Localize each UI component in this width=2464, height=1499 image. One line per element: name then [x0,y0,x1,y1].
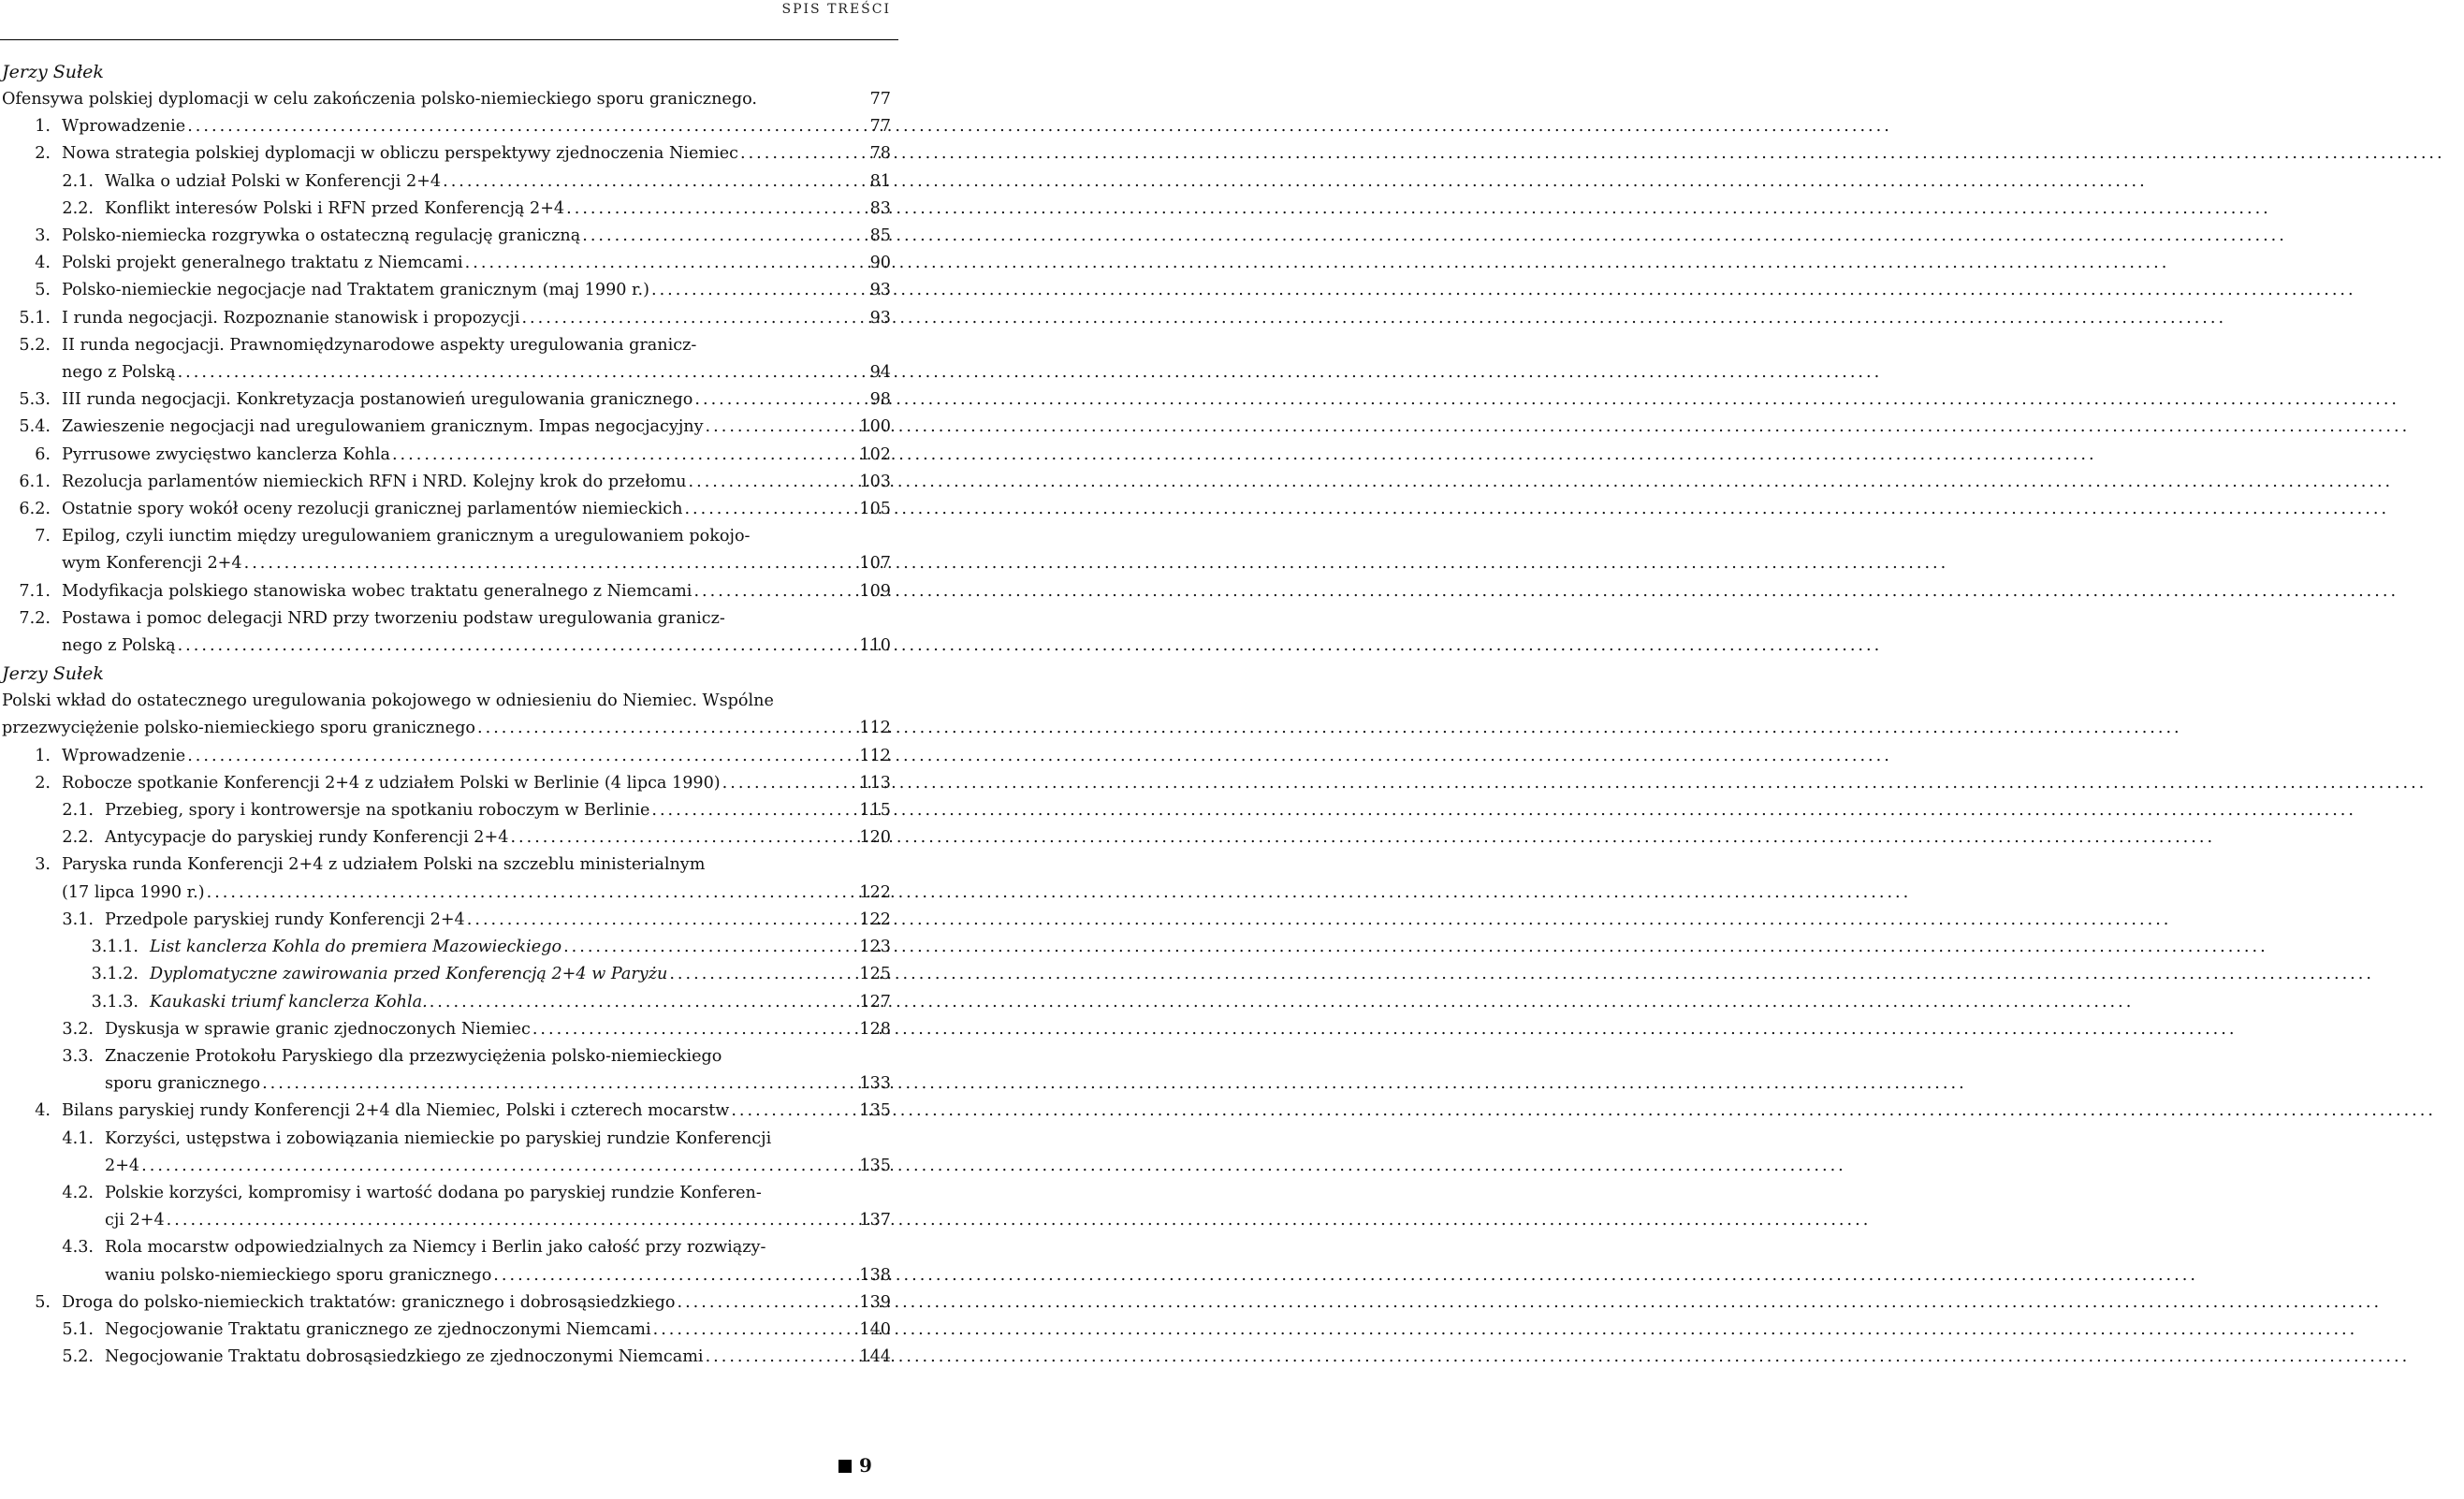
toc-entry-number: 3.2. [62,1019,94,1039]
section-author: Jerzy Sułek [2,62,104,82]
toc-entry-title: Dyskusja w sprawie granic zjednoczonych Niemiec [105,1019,531,1039]
toc-entry-page: 103 [859,472,891,491]
dot-leader [531,1016,831,1043]
toc-entry-page: 138 [859,1265,891,1285]
dot-leader [242,550,831,577]
toc-entry-page: 113 [859,773,891,793]
toc-entry-title: wym Konferencji 2+4 [62,554,242,574]
toc-entry-page: 93 [869,308,891,327]
toc-entry-page: 77 [869,117,891,137]
toc-entry-number: 7.2. [19,608,51,628]
toc-entry-page: 112 [859,746,891,765]
toc-entry-title-line1: Polskie korzyści, kompromisy i wartość dodana po paryskiej rundzie Konferen- [105,1183,762,1202]
toc-entry-number: 5.1. [62,1319,94,1339]
toc-entry-title-line1: Znaczenie Protokołu Paryskiego dla przezwyciężenia polsko-niemieckiego [105,1046,722,1066]
toc-entry-page: 85 [869,226,891,246]
toc-entry[interactable] [0,1180,891,1234]
dot-leader [580,223,831,250]
dot-leader [687,469,831,496]
toc-entry-page: 93 [869,281,891,300]
toc-entry-title: Nowa strategia polskiej dyplomacji w obliczu perspektywy zjednoczenia Niemiec [62,144,738,164]
toc-entry-number: 1. [35,746,51,765]
toc-entry-page: 135 [859,1156,891,1175]
toc-entry-title-line1: Polski wkład do ostatecznego uregulowania pokojowego w odniesieniu do Niemiec. Wspólne [2,691,774,711]
toc-entry-number: 3.1.1. [91,938,139,957]
toc-entry-page: 133 [859,1074,891,1094]
dot-leader [519,305,831,332]
toc-entry-page: 83 [869,198,891,218]
dot-leader [649,797,831,824]
dot-leader [139,1153,831,1180]
dot-leader [463,250,831,277]
toc-entry-number: 4.1. [62,1128,94,1148]
toc-entry-number: 3.1.3. [91,992,139,1011]
toc-entry-number: 3.3. [62,1046,94,1066]
dot-leader [165,1207,831,1234]
dot-leader [205,880,831,907]
toc-entry-page: 102 [859,444,891,464]
toc-entry[interactable] [0,250,891,277]
toc-entry-number: 1. [35,117,51,137]
toc-entry-title: Konflikt interesów Polski i RFN przed Konferencją 2+4 [105,198,565,218]
toc-entry-number: 5. [35,281,51,300]
toc-entry-number: 6.1. [19,472,51,491]
toc-entry[interactable] [0,688,891,742]
dot-leader [693,386,831,414]
toc-entry-number: 5. [35,1292,51,1312]
toc-entry[interactable] [0,442,891,469]
toc-entry-number: 4.3. [62,1238,94,1258]
toc-entry[interactable] [0,469,891,496]
toc-entry-title: I runda negocjacji. Rozpoznanie stanowisk i propozycji [62,308,520,327]
header-rule [0,39,898,40]
toc-entry-number: 3. [35,855,51,875]
toc-entry-title: 2+4 [105,1156,140,1175]
toc-entry-title: Modyfikacja polskiego stanowiska wobec traktatu generalnego z Niemcami [62,581,693,601]
toc-entry[interactable] [0,989,891,1016]
toc-entry-number: 4. [35,254,51,273]
toc-entry[interactable] [0,797,891,824]
toc-entry-number: 6. [35,444,51,464]
toc-entry-title: Robocze spotkanie Konferencji 2+4 z udziałem Polski w Berlinie (4 lipca 1990) [62,773,721,793]
toc-entry-page: 115 [859,801,891,821]
toc-entry-page: 128 [859,1019,891,1039]
toc-entry[interactable] [0,223,891,250]
toc-entry[interactable] [0,1317,891,1344]
toc-entry-number: 2. [35,773,51,793]
toc-entry-number: 7. [35,527,51,546]
toc-entry[interactable] [0,414,891,441]
dot-leader [491,1262,831,1289]
toc-entry-page: 98 [869,390,891,410]
toc-entry-page: 140 [859,1319,891,1339]
toc-entry-title: Przedpole paryskiej rundy Konferencji 2+4 [105,910,465,929]
toc-entry-page: 120 [859,828,891,848]
dot-leader [704,1344,831,1371]
toc-entry-title: Pyrrusowe zwycięstwo kanclerza Kohla [62,444,390,464]
toc-entry[interactable] [0,934,891,961]
dot-leader [561,934,831,961]
toc-entry[interactable] [0,1289,891,1317]
document-page [0,0,898,1499]
toc-entry-title: List kanclerza Kohla do premiera Mazowieckiego [150,938,562,957]
toc-entry-page: 110 [859,636,891,656]
toc-entry-page: 77 [869,90,891,109]
toc-entry-number: 7.1. [19,581,51,601]
toc-entry-page: 90 [869,254,891,273]
toc-entry[interactable] [0,332,891,386]
dot-leader [704,414,831,441]
toc-entry[interactable] [0,1344,891,1371]
toc-entry-page: 127 [859,992,891,1011]
dot-leader [649,277,831,304]
toc-entry-title: Bilans paryskiej rundy Konferencji 2+4 dla Niemiec, Polski i czterech mocarstw [62,1101,730,1121]
dot-leader [176,359,831,386]
toc-entry[interactable] [0,168,891,196]
dot-leader [508,824,831,851]
toc-entry-number: 4. [35,1101,51,1121]
dot-leader [692,578,831,605]
toc-entry[interactable] [0,1234,891,1288]
toc-entry-title: III runda negocjacji. Konkretyzacja postanowień uregulowania granicznego [62,390,693,410]
dot-leader [729,1098,831,1125]
dot-leader [428,989,831,1016]
toc-entry-number: 5.1. [19,308,51,327]
toc-entry[interactable] [0,851,891,906]
toc-entry-page: 81 [869,171,891,191]
toc-entry[interactable] [0,1098,891,1125]
toc-entry[interactable] [0,496,891,523]
toc-entry-title-line1: Epilog, czyli iunctim między uregulowaniem granicznym a uregulowaniem pokojo- [62,527,751,546]
toc-entry-page: 109 [859,581,891,601]
toc-entry[interactable] [0,113,891,140]
toc-entry-number: 2.1. [62,801,94,821]
toc-entry-number: 2.2. [62,828,94,848]
dot-leader [738,140,831,167]
section-author: Jerzy Sułek [2,663,104,685]
dot-leader [185,113,831,140]
dot-leader [185,743,831,770]
toc-entry-page: 122 [859,910,891,929]
dot-leader [651,1317,831,1344]
toc-entry-title: Antycypacje do paryskiej rundy Konferencji 2+4 [105,828,509,848]
toc-entry-page: 94 [869,363,891,383]
toc-entry-title: Wprowadzenie [62,117,186,137]
toc-entry-number: 3. [35,226,51,246]
toc-entry[interactable] [0,743,891,770]
toc-entry-title: Polski projekt generalnego traktatu z Niemcami [62,254,463,273]
toc-entry-title: Polsko-niemieckie negocjacje nad Traktatem granicznym (maj 1990 r.) [62,281,649,300]
toc-entry[interactable] [0,523,891,577]
dot-leader [475,715,831,742]
toc-entry-page: 122 [859,882,891,902]
toc-entry-number: 4.2. [62,1183,94,1202]
toc-entry[interactable] [0,277,891,304]
toc-entry-title: Wprowadzenie [62,746,186,765]
toc-entry-number: 5.3. [19,390,51,410]
toc-entry[interactable] [0,1126,891,1180]
toc-entry-number: 5.2. [62,1347,94,1367]
toc-entry-page: 137 [859,1211,891,1230]
dot-leader [682,496,831,523]
toc-entry-page: 100 [859,417,891,437]
toc-entry-title: waniu polsko-niemieckiego sporu granicznego [105,1265,492,1285]
toc-entry-page: 107 [859,554,891,574]
toc-entry[interactable] [0,770,891,797]
dot-leader [676,1289,832,1317]
toc-entry-page: 112 [859,719,891,738]
toc-entry-title: Dyplomatyczne zawirowania przed Konferencją 2+4 w Paryżu [150,965,668,984]
toc-entry-title-line1: Paryska runda Konferencji 2+4 z udziałem Polski na szczeblu ministerialnym [62,855,706,875]
toc-entry-number: 2. [35,144,51,164]
dot-leader [721,770,831,797]
toc-entry-title: Ostatnie spory wokół oceny rezolucji granicznej parlamentów niemieckich [62,500,683,519]
toc-entry-page: 144 [859,1347,891,1367]
toc-entry-page: 105 [859,500,891,519]
toc-entry-title: cji 2+4 [105,1211,165,1230]
running-header: SPIS TREŚCI [781,2,891,17]
toc-entry-title-line1: Korzyści, ustępstwa i zobowiązania niemieckie po paryskiej rundzie Konferencji [105,1128,772,1148]
toc-entry[interactable] [0,196,891,223]
toc-entry[interactable] [0,961,891,988]
page-number: 9 [859,1454,872,1477]
toc-entry-title: Walka o udział Polski w Konferencji 2+4 [105,171,442,191]
dot-leader [441,168,831,196]
toc-entry[interactable] [0,305,891,332]
toc-entry-title: Kaukaski triumf kanclerza Kohla. [150,992,428,1011]
toc-entry[interactable] [0,386,891,414]
toc-entry-title: nego z Polską [62,636,176,656]
toc-entry-title: Negocjowanie Traktatu dobrosąsiedzkiego ze zjednoczonymi Niemcami [105,1347,704,1367]
toc-entry-title: Przebieg, spory i kontrowersje na spotkaniu roboczym w Berlinie [105,801,650,821]
toc-entry-title: Ofensywa polskiej dyplomacji w celu zakończenia polsko-niemieckiego sporu granicznego. [2,90,757,109]
toc-entry-title: (17 lipca 1990 r.) [62,882,205,902]
dot-leader [176,633,831,660]
toc-entry[interactable] [0,907,891,934]
toc-entry[interactable] [0,86,891,113]
dot-leader [564,196,831,223]
dot-leader [465,907,831,934]
toc-entry-number: 5.2. [19,335,51,355]
dot-leader [390,442,831,469]
dot-leader [667,961,831,988]
toc-entry[interactable] [0,605,891,660]
toc-entry-number: 6.2. [19,500,51,519]
toc-entry[interactable] [0,1016,891,1043]
toc-entry-page: 78 [869,144,891,164]
toc-entry[interactable] [0,1043,891,1098]
toc-entry[interactable] [0,140,891,167]
toc-entry-page: 135 [859,1101,891,1121]
footer-square-mark [838,1460,852,1473]
toc-entry-title: Negocjowanie Traktatu granicznego ze zjednoczonymi Niemcami [105,1319,651,1339]
toc-entry-number: 2.1. [62,171,94,191]
toc-entry[interactable] [0,578,891,605]
toc-entry-number: 2.2. [62,198,94,218]
toc-entry-title: sporu granicznego [105,1074,261,1094]
toc-entry-title: nego z Polską [62,363,176,383]
toc-entry-title: Rezolucja parlamentów niemieckich RFN i NRD. Kolejny krok do przełomu [62,472,687,491]
toc-entry-page: 139 [859,1292,891,1312]
table-of-contents [0,58,891,1371]
toc-entry[interactable] [0,824,891,851]
toc-entry-page: 123 [859,938,891,957]
toc-entry-title: przezwyciężenie polsko-niemieckiego sporu granicznego [2,719,476,738]
dot-leader [260,1070,831,1098]
toc-entry-title: Droga do polsko-niemieckich traktatów: granicznego i dobrosąsiedzkiego [62,1292,676,1312]
toc-entry-title-line1: Rola mocarstw odpowiedzialnych za Niemcy i Berlin jako całość przy rozwiązy- [105,1238,766,1258]
toc-entry-title: Zawieszenie negocjacji nad uregulowaniem granicznym. Impas negocjacyjny [62,417,704,437]
toc-entry-number: 3.1. [62,910,94,929]
toc-entry-page: 125 [859,965,891,984]
toc-entry-number: 5.4. [19,417,51,437]
toc-entry-title-line1: II runda negocjacji. Prawnomiędzynarodowe aspekty uregulowania granicz- [62,335,697,355]
toc-entry-number: 3.1.2. [91,965,139,984]
toc-entry-title: Polsko-niemiecka rozgrywka o ostateczną regulację graniczną [62,226,581,246]
toc-entry-title-line1: Postawa i pomoc delegacji NRD przy tworzeniu podstaw uregulowania granicz- [62,608,725,628]
